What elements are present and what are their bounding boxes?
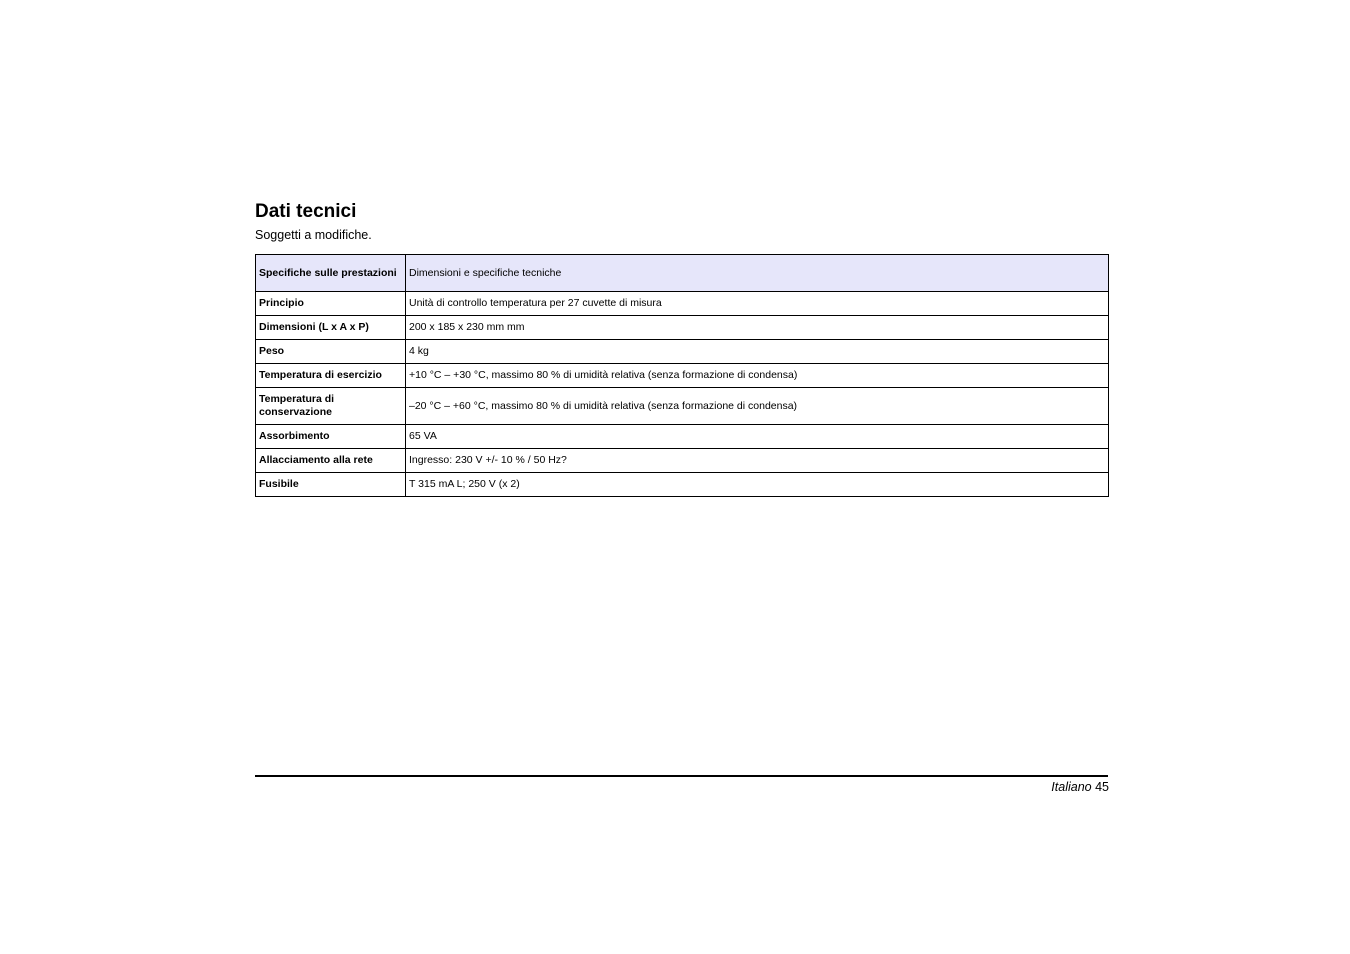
table-row <box>256 473 1109 497</box>
row-label: Fusibile <box>256 473 406 497</box>
row-label: Temperatura di esercizio <box>256 364 406 388</box>
row-value: 4 kg <box>406 340 1109 364</box>
row-label: Temperatura di conservazione <box>256 388 406 425</box>
page-footer <box>1051 780 1109 795</box>
footer-divider <box>255 775 1108 777</box>
table-header-label: Specifiche sulle prestazioni <box>256 255 406 292</box>
table-row <box>256 449 1109 473</box>
page-title: Dati tecnici <box>255 201 357 222</box>
page-number: 45 <box>1095 780 1109 794</box>
row-value: +10 °C – +30 °C, massimo 80 % di umidità relativa (senza formazione di condensa) <box>406 364 1109 388</box>
table-row <box>256 425 1109 449</box>
row-label: Principio <box>256 292 406 316</box>
row-value: Unità di controllo temperatura per 27 cuvette di misura <box>406 292 1109 316</box>
row-value: 200 x 185 x 230 mm mm <box>406 316 1109 340</box>
table-header-row <box>256 255 1109 292</box>
specifications-table <box>255 254 1109 497</box>
table-row <box>256 388 1109 425</box>
page-subtitle: Soggetti a modifiche. <box>255 228 372 242</box>
row-label: Peso <box>256 340 406 364</box>
row-value: T 315 mA L; 250 V (x 2) <box>406 473 1109 497</box>
row-value: –20 °C – +60 °C, massimo 80 % di umidità relativa (senza formazione di condensa) <box>406 388 1109 425</box>
row-value: 65 VA <box>406 425 1109 449</box>
table-row <box>256 364 1109 388</box>
table-row <box>256 316 1109 340</box>
row-label: Assorbimento <box>256 425 406 449</box>
row-value: Ingresso: 230 V +/- 10 % / 50 Hz? <box>406 449 1109 473</box>
row-label: Dimensioni (L x A x P) <box>256 316 406 340</box>
table-header-value: Dimensioni e specifiche tecniche <box>406 255 1109 292</box>
footer-language: Italiano <box>1051 780 1092 794</box>
table-row <box>256 340 1109 364</box>
row-label: Allacciamento alla rete <box>256 449 406 473</box>
table-row <box>256 292 1109 316</box>
